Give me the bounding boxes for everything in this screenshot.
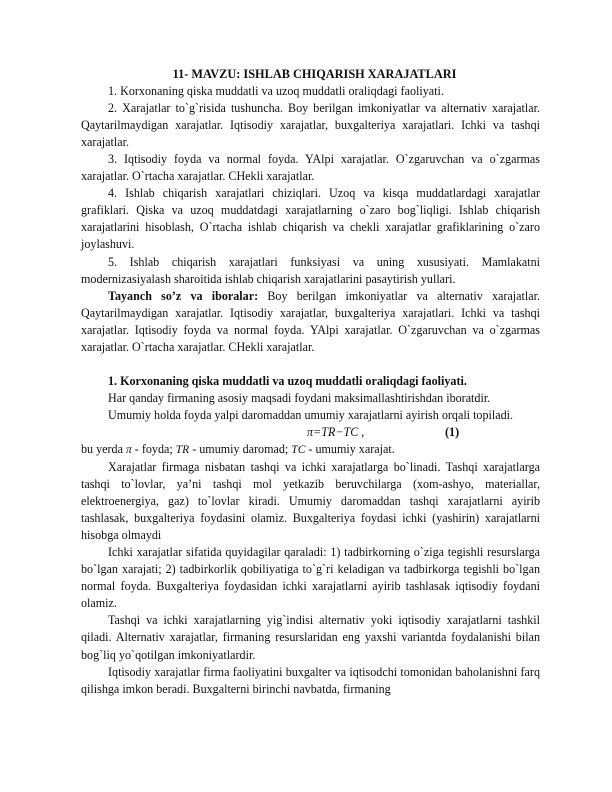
legend-pi-text: - foyda; [131, 441, 176, 456]
body-paragraph-3: Xarajatlar firmaga nisbatan tashqi va ichki xarajatlarga bo`linadi. Tashqi xarajatlarga tashqi to`lovlar, ya’ni tashqi mol yetkazib beruvchilarga (xom-ashyo, materiallar, elektroenergiya, gaz) to`lovlar kiradi. Umumiy daromaddan tashqi xarajatlarni ayirib tashlasak, buxgalteriya foydasini olamiz. Buxgalteriya foydasi ichki (yashirin) xarajatlarni hisobga olmaydi [81, 459, 540, 543]
formula-legend [81, 441, 540, 459]
formula-expression: π=TR−TC , [307, 424, 365, 439]
body-paragraph-6: Iqtisodiy xarajatlar firma faoliyatini buxgalter va iqtisodchi tomonidan baholanishni farq qilishga imkon beradi. Buxgalterni birinchi navbatda, firmaning [81, 664, 540, 696]
body-paragraph-2: Umumiy holda foyda yalpi daromaddan umumiy xarajatlarni ayirish orqali topiladi. [108, 407, 514, 422]
legend-tr-text: - umumiy daromad; [189, 441, 292, 456]
page-title: 11- MAVZU: ISHLAB CHIQARISH XARAJATLARI [172, 67, 457, 81]
keywords-paragraph [81, 288, 540, 356]
plan-item-4: 4. Ishlab chiqarish xarajatlari chiziqlari. Uzoq va kisqa muddatlardagi xarajatlar grafiklari. Qiska va uzoq muddatdagi xarajatlarning o`zaro bog`liqligi. Ishlab chiqarish xarajatlarini hisoblash, O`rtacha ishlab chiqarish va chekli xarajatlar grafiklarining o`zaro joylashuvi. [81, 186, 540, 252]
formula-line [81, 424, 540, 441]
legend-symbol-tc: TC [291, 443, 306, 456]
plan-item-5: 5. Ishlab chiqarish xarajatlari funksiyasi va uning xususiyati. Mamlakatni modernizasiyalash sharoitida ishlab chiqarish xarajatlarini pasaytirish yullari. [81, 254, 540, 286]
plan-item-3: 3. Iqtisodiy foyda va normal foyda. YAlpi xarajatlar. O`zgaruvchan va o`zgarmas xarajatlar. O`rtacha xarajatlar. CHekli xarajatlar. [81, 152, 540, 184]
plan-item-1: 1. Korxonaning qiska muddatli va uzoq muddatli oraliqdagi faoliyati. [108, 84, 444, 99]
legend-symbol-tr: TR [175, 443, 190, 456]
legend-symbol-pi: π [126, 443, 132, 456]
body-paragraph-4: Ichki xarajatlar sifatida quyidagilar qaraladi: 1) tadbirkorning o`ziga tegishli resurslarga bo`lgan xarajati; 2) tadbirkorlik qobiliyatiga to`g`ri keladigan va tadbirkorga tegishli bo`lgan normal foyda. Buxgalteriya foydasidan ichki xarajatlarni ayirib tashlasak iqtisodiy foydani olamiz. [81, 545, 540, 611]
legend-prefix: bu yerda [81, 441, 126, 456]
keywords-text: Boy berilgan imkoniyatlar va alternativ xarajatlar. Qaytarilmaydigan xarajatlar. Iqtisodiy xarajatlar, buxgalteriya xarajatlari. Ichki va tashqi xarajatlar. Iqtisodiy foyda va normal foyda. YAlpi xarajatlar. O`zgaruvchan va o`zgarmas xarajatlar. O`rtacha xarajatlar. CHekli xarajatlar. [81, 288, 541, 354]
formula-number: (1) [445, 424, 460, 439]
section-heading: 1. Korxonaning qiska muddatli va uzoq muddatli oraliqdagi faoliyati. [108, 373, 467, 388]
legend-tc-text: - umumiy xarajat. [305, 441, 395, 456]
body-paragraph-5: Tashqi va ichki xarajatlarning yig`indisi alternativ yoki iqtisodiy xarajatlarni tashkil qiladi. Alternativ xarajatlar, firmaning resurslaridan eng yaxshi variantda foydalanishi bilan bog`liq yo`qotilgan imkoniyatlardir. [81, 613, 540, 662]
body-paragraph-1: Har qanday firmaning asosiy maqsadi foydani maksimallashtirishdan iboratdir. [108, 390, 491, 405]
plan-item-2: 2. Xarajatlar to`g`risida tushuncha. Boy berilgan imkoniyatlar va alternativ xarajatlar. Qaytarilmaydigan xarajatlar. Iqtisodiy xarajatlar, buxgalteriya xarajatlari. Ichki va tashqi xarajatlar. [81, 101, 540, 150]
keywords-label: Tayanch so’z va iboralar: [108, 288, 259, 303]
